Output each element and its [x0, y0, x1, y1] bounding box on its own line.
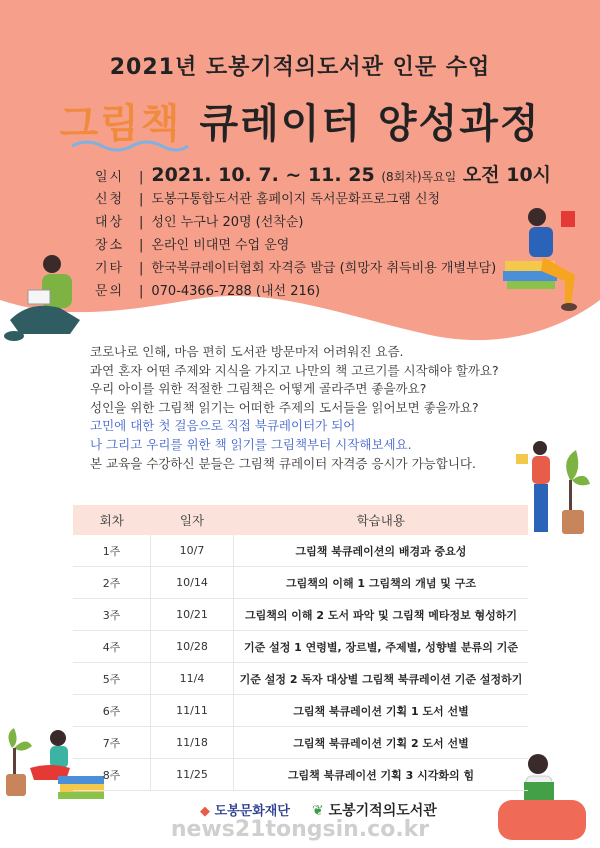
- info-list: [95, 160, 555, 303]
- info-label: 일시: [95, 170, 125, 185]
- header-date: 일자: [151, 505, 234, 535]
- weekday: 목요일: [421, 170, 457, 184]
- schedule-table: [73, 505, 528, 791]
- intro-line: 성인을 위한 그림책 읽기는 어떠한 주제의 도서들을 읽어보면 좋을까요?: [90, 399, 479, 415]
- info-value: 070-4366-7288 (내선 216): [151, 284, 321, 299]
- content-cell: 그림책 북큐레이션 기획 1 도서 선별: [234, 695, 529, 727]
- intro-line: 본 교육을 수강하신 분들은 그림책 큐레이터 자격증 응시가 가능합니다.: [90, 455, 476, 471]
- header-session: 회차: [73, 505, 151, 535]
- table-row: [73, 663, 528, 695]
- date-cell: 11/11: [151, 695, 234, 727]
- table-row: [73, 567, 528, 599]
- intro-line-highlight: 나 그리고 우리를 위한 책 읽기를 그림책부터 시작해보세요.: [90, 436, 412, 452]
- session-cell: 8주: [73, 759, 151, 791]
- info-row-apply: 신청 | 도봉구통합도서관 홈페이지 독서문화프로그램 신청: [95, 188, 555, 211]
- foundation-logo-icon: ◆: [200, 804, 210, 819]
- content-cell: 그림책의 이해 1 그림책의 개념 및 구조: [234, 567, 529, 599]
- reader-illustration-left: [0, 250, 95, 350]
- watermark: news21tongsin.co.kr: [170, 817, 430, 842]
- content-cell: 그림책 북큐레이션 기획 3 시각화의 힘: [234, 759, 529, 791]
- intro-line: 우리 아이를 위한 적절한 그림책은 어떻게 골라주면 좋을까요?: [90, 381, 427, 397]
- logo2-text: 도봉기적의도서관: [328, 803, 437, 819]
- schedule-header-row: [73, 505, 528, 535]
- library-logo-icon: ❦: [312, 803, 324, 819]
- info-value: 도봉구통합도서관 홈페이지 독서문화프로그램 신청: [151, 192, 441, 207]
- info-value: [151, 160, 551, 187]
- table-row: [73, 631, 528, 663]
- session-count: (8회차): [381, 170, 422, 184]
- intro-line: 코로나로 인해, 마음 편히 도서관 방문마저 어려워진 요즘.: [90, 344, 404, 359]
- info-row-place: 장소 | 온라인 비대면 수업 운영: [95, 234, 555, 257]
- date-cell: 10/28: [151, 631, 234, 663]
- date-cell: 11/4: [151, 663, 234, 695]
- info-label: 장소: [95, 238, 125, 253]
- content-cell: 그림책 북큐레이션의 배경과 중요성: [234, 535, 529, 567]
- content-cell: 기준 설정 1 연령별, 장르별, 주제별, 성향별 분류의 기준: [234, 631, 529, 663]
- info-row-contact: 문의 | 070-4366-7288 (내선 216): [95, 280, 555, 303]
- intro-text: [90, 343, 530, 473]
- title-line1: 2021년 도봉기적의도서관 인문 수업: [109, 55, 491, 80]
- date-cell: 10/21: [151, 599, 234, 631]
- date-cell: 11/25: [151, 759, 234, 791]
- header-content: 학습내용: [234, 505, 529, 535]
- info-label: 문의: [95, 284, 125, 299]
- info-value: 온라인 비대면 수업 운영: [151, 238, 290, 253]
- date-range: 2021. 10. 7. ~ 11. 25: [151, 164, 375, 186]
- info-row-target: 대상 | 성인 누구나 20명 (선착순): [95, 211, 555, 234]
- table-row: [73, 535, 528, 567]
- content-cell: 그림책 북큐레이션 기획 2 도서 선별: [234, 727, 529, 759]
- session-cell: 3주: [73, 599, 151, 631]
- table-row: [73, 759, 528, 791]
- session-cell: 1주: [73, 535, 151, 567]
- info-row-etc: 기타 | 한국북큐레이터협회 자격증 발급 (희망자 취득비용 개별부담): [95, 257, 555, 280]
- content-cell: 그림책의 이해 2 도서 파악 및 그림책 메타정보 형성하기: [234, 599, 529, 631]
- title-rest: 큐레이터 양성과정: [199, 101, 541, 147]
- session-cell: 4주: [73, 631, 151, 663]
- content-cell: 기준 설정 2 독자 대상별 그림책 북큐레이션 기준 설정하기: [234, 663, 529, 695]
- session-cell: 2주: [73, 567, 151, 599]
- intro-line-highlight: 고민에 대한 첫 걸음으로 직접 북큐레이터가 되어: [90, 418, 356, 434]
- info-label: 대상: [95, 215, 125, 230]
- info-value: 한국북큐레이터협회 자격증 발급 (희망자 취득비용 개별부담): [151, 261, 497, 276]
- info-label: 신청: [95, 192, 125, 207]
- session-cell: 7주: [73, 727, 151, 759]
- date-cell: 10/7: [151, 535, 234, 567]
- session-cell: 5주: [73, 663, 151, 695]
- logo1-text: 도봉문화재단: [214, 804, 290, 819]
- date-cell: 11/18: [151, 727, 234, 759]
- session-cell: 6주: [73, 695, 151, 727]
- table-row: [73, 695, 528, 727]
- info-value: 성인 누구나 20명 (선착순): [151, 215, 304, 230]
- table-row: [73, 599, 528, 631]
- wave-decoration: [70, 138, 190, 154]
- date-cell: 10/14: [151, 567, 234, 599]
- time: 오전 10시: [462, 164, 552, 186]
- table-row: [73, 727, 528, 759]
- intro-line: 과연 혼자 어떤 주제와 지식을 가지고 나만의 책 고르기를 시작해야 할까요?: [90, 362, 499, 378]
- title-highlight: 그림책: [59, 101, 182, 147]
- info-row-date: 일시 | 2021. 10. 7. ~ 11. 25 (8회차)목요일 오전 10시: [95, 160, 555, 188]
- info-label: 기타: [95, 261, 125, 276]
- reader-illustration-right: [495, 205, 590, 315]
